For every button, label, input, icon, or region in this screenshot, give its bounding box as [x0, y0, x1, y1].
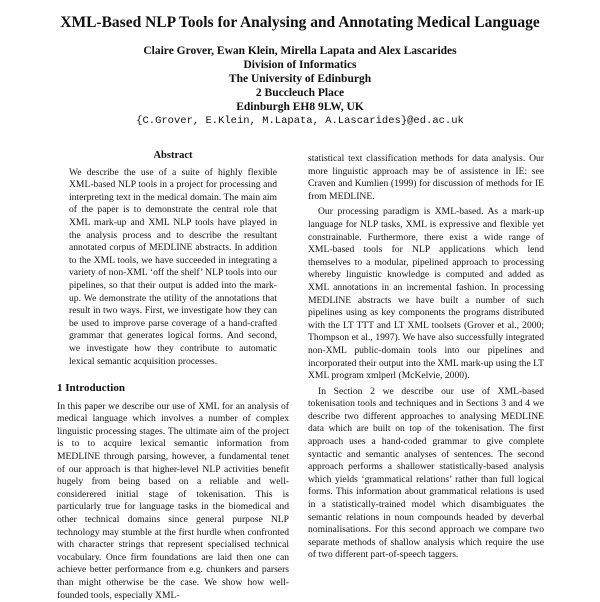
author-names: Claire Grover, Ewan Klein, Mirella Lapata and Alex Lascarides	[143, 45, 457, 57]
left-column	[57, 150, 289, 602]
section-heading-introduction: 1 Introduction	[57, 382, 125, 395]
author-division: Division of Informatics	[243, 59, 357, 71]
right-paragraph-3: In Section 2 we describe our use of XML-based tokenisation tools and techniques and in Sections 3 and 4 we describe two different approaches to analysing MEDLINE data which are built on top of the tokenisation. The first approach uses a hand-coded grammar to give complete syntactic and semantic analyses of sentences. The second approach performs a shallower statistically-based analysis which yields ‘grammatical relations’ rather than full logical forms. This information about grammatical relations is used in a statistically-trained model which disambiguates the semantic relations in noun compounds headed by deverbal nominalisations. For this second approach we compare two separate methods of shallow analysis which require the use of two different part-of-speech taggers.	[308, 385, 544, 561]
right-paragraph-1: statistical text classification methods for data analysis. Our more linguistic approach may be of assistence in IE: see Craven and Kumlien (1999) for discussion of methods for IE from MEDLINE.	[308, 153, 544, 202]
author-city: Edinburgh EH8 9LW, UK	[236, 101, 364, 113]
abstract-text: We describe the use of a suite of highly flexible XML-based NLP tools in a project for processing and interpreting text in the medical domain. The main aim of the paper is to demonstrate the central role that XML mark-up and XML NLP tools have played in the analysis process and to describe the resultant annotated corpus of MEDLINE abstracts. In addition to the XML tools, we have succeeded in integrating a variety of non-XML ‘off the shelf’ NLP tools into our pipelines, so that their output is added into the mark-up. We demonstrate the utility of the annotations that result in two ways. First, we investigate how they can be used to improve parse coverage of a hand-crafted grammar that generates logical forms. And second, we investigate how they contribute to automatic lexical semantic acquisition processes.	[69, 166, 277, 367]
author-email: {C.Grover, E.Klein, M.Lapata, A.Lascarides}@ed.ac.uk	[136, 115, 464, 127]
introduction-paragraph: In this paper we describe our use of XML for an analysis of medical language which involves a number of complex linguistic processing stages. The ultimate aim of the project is to to acquire lexical semantic information from MEDLINE through parsing, however, a fundamental tenet of our approach is that higher-level NLP activities benefit hugely from being based on a reliable and well-considerered initial stage of tokenisation. This is particularly true for language tasks in the biomedical and other technical domains since general purpose NLP technology may stumble at the first hurdle when confronted with character strings that represent specialised technical vocabulary. Once firm foundations are laid then one can achieve better performance from e.g. chunkers and parsers than might otherwise be the case. We show how well-founded tools, especially XML-	[57, 400, 289, 601]
paper-title: XML-Based NLP Tools for Analysing and Annotating Medical Language	[60, 14, 540, 31]
author-street: 2 Buccleuch Place	[255, 87, 345, 99]
author-university: The University of Edinburgh	[228, 73, 372, 85]
right-column	[308, 153, 544, 562]
right-paragraph-2: Our processing paradigm is XML-based. As a mark-up language for NLP tasks, XML is expressive and flexible yet constrainable. Furthermore, there exist a wide range of XML-based tools for NLP applications which lend themselves to a modular, pipelined approach to processing whereby linguistic knowledge is computed and added as XML annotations in an incremental fashion. In processing MEDLINE abstracts we have built a number of such pipelines using as key components the programs distributed with the LT TTT and LT XML toolsets (Grover et al., 2000; Thompson et al., 1997). We have also successfully integrated non-XML public-domain tools into our pipelines and incorporated their output into the XML mark-up using the LT XML program xmlperl (McKelvie, 2000).	[308, 206, 544, 382]
author-block	[0, 44, 600, 128]
abstract-heading: Abstract	[153, 150, 193, 161]
